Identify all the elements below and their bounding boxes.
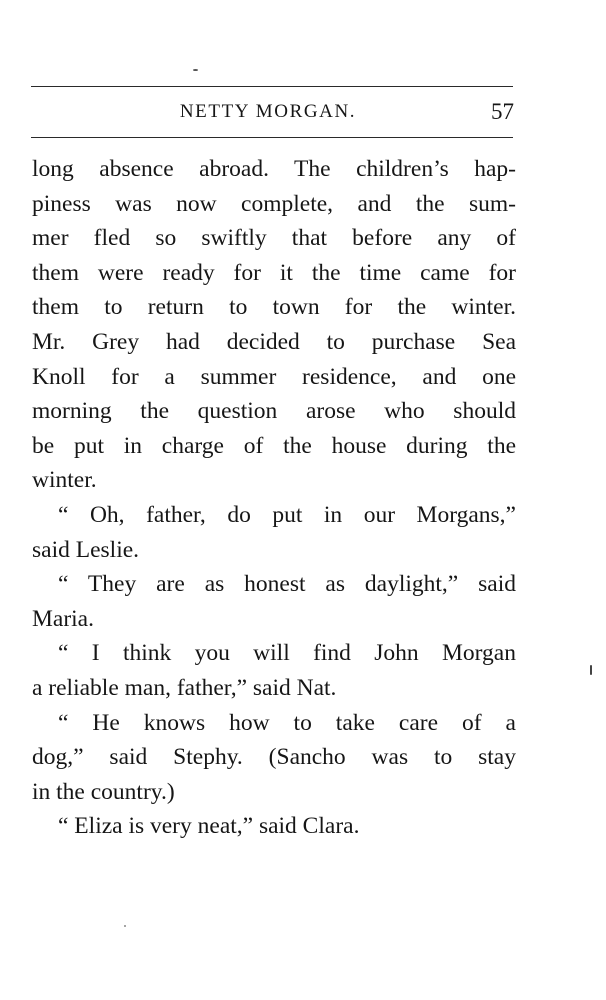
text-line: long absence abroad. The children’s hap-	[32, 156, 516, 182]
text-line: be put in charge of the house during the	[32, 432, 516, 459]
text-line: mer fled so swiftly that before any of	[32, 225, 516, 252]
text-line: “ Oh, father, do put in our Morgans,”	[58, 501, 516, 528]
text-line: said Leslie.	[32, 536, 140, 563]
text-line: Maria.	[32, 605, 94, 632]
print-speck	[193, 69, 198, 71]
header-rule-top	[31, 86, 513, 87]
running-head-title: NETTY MORGAN.	[179, 101, 357, 122]
text-line: winter.	[32, 467, 97, 494]
text-line: “ I think you will find John Morgan	[58, 640, 516, 667]
page-number: 57	[491, 99, 514, 124]
text-line: Knoll for a summer residence, and one	[32, 363, 516, 390]
text-line: them to return to town for the winter.	[32, 294, 516, 321]
header-rule-bottom	[31, 137, 513, 138]
text-line: “ They are as honest as daylight,” said	[58, 571, 516, 598]
page-body-text	[32, 152, 516, 844]
text-line: a reliable man, father,” said Nat.	[32, 674, 337, 701]
text-line: piness was now complete, and the sum-	[32, 190, 516, 217]
text-line: “ He knows how to take care of a	[58, 709, 516, 736]
text-line: morning the question arose who should	[32, 398, 516, 425]
text-line: Mr. Grey had decided to purchase Sea	[32, 328, 516, 355]
print-speck	[124, 925, 126, 927]
text-line: in the country.)	[32, 778, 175, 805]
text-line: them were ready for it the time came for	[32, 259, 516, 286]
text-line: dog,” said Stephy. (Sancho was to stay	[32, 744, 516, 771]
print-speck	[590, 665, 592, 675]
text-line: “ Eliza is very neat,” said Clara.	[58, 813, 360, 840]
